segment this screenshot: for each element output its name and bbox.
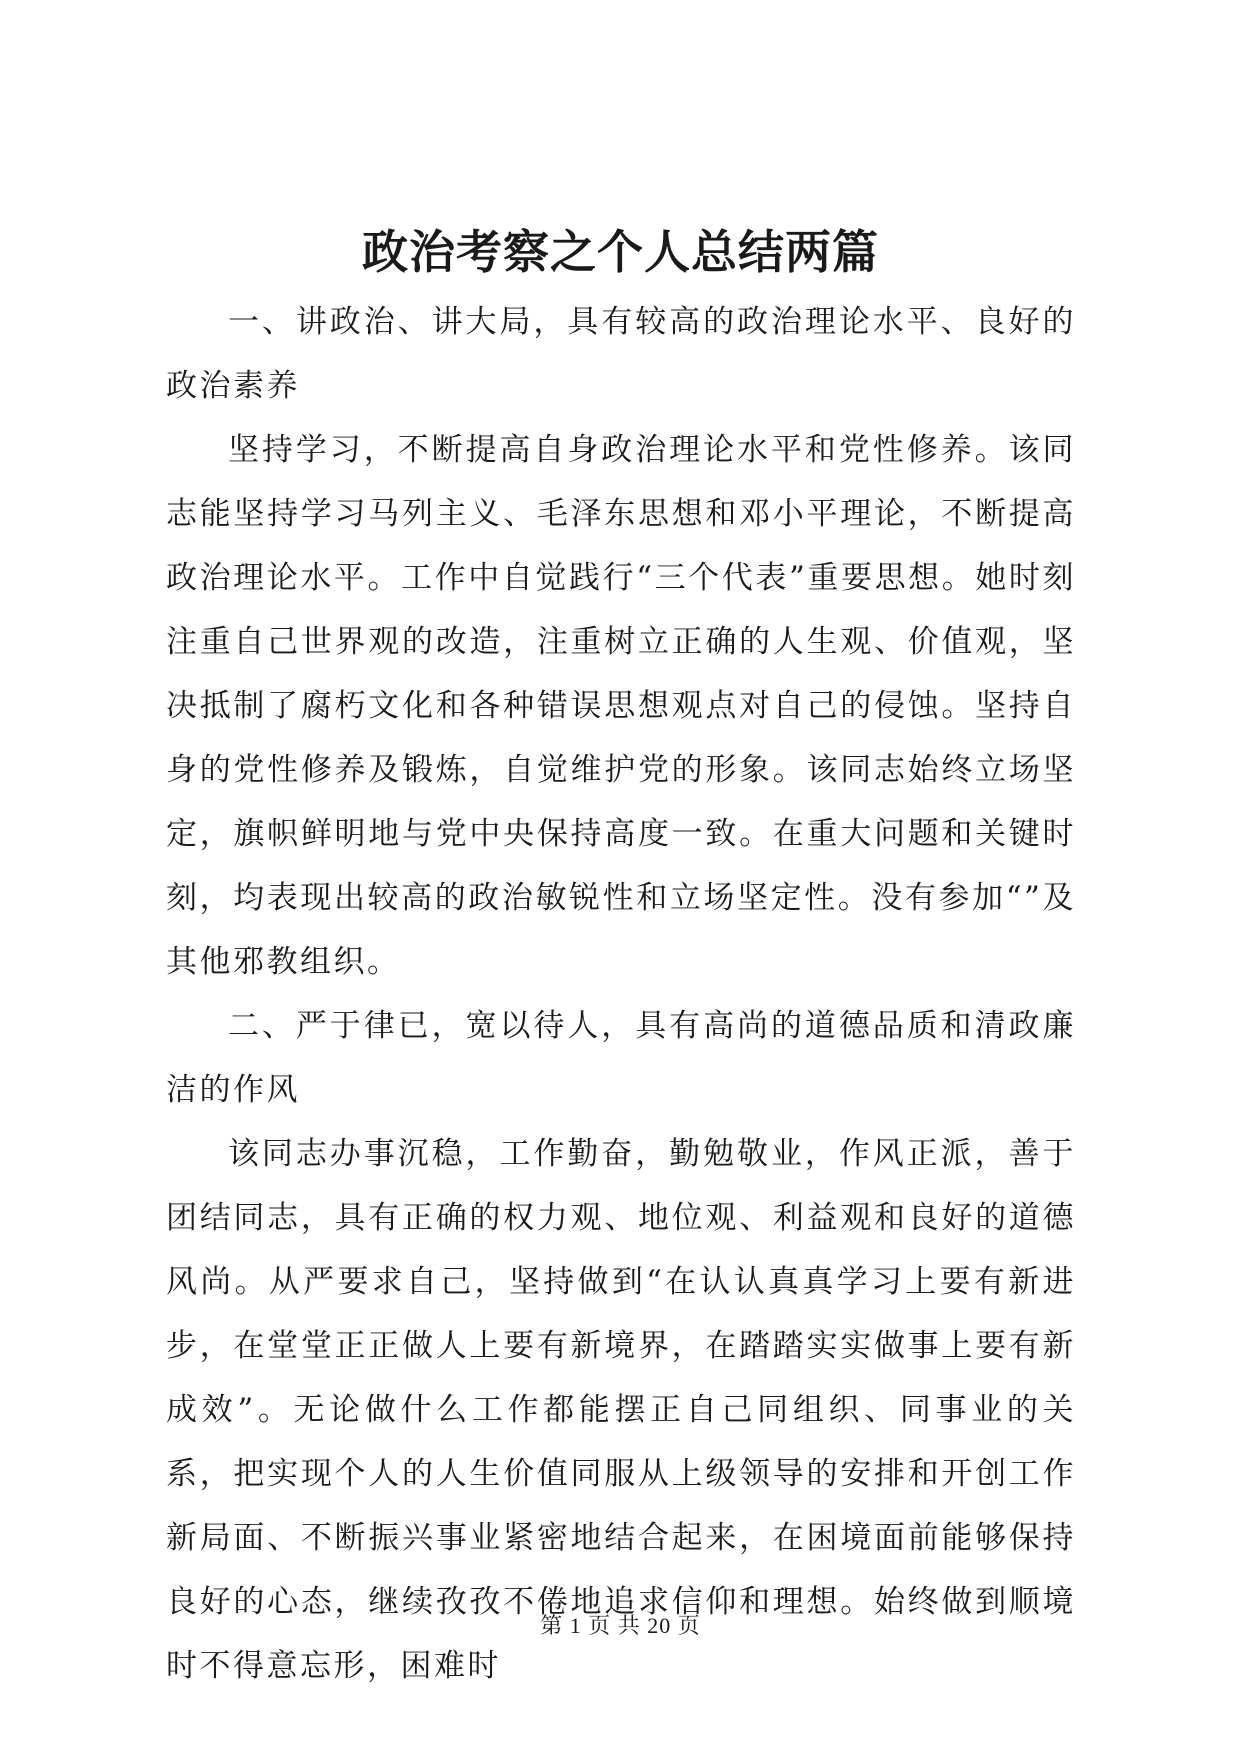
paragraph-1: 坚持学习，不断提高自身政治理论水平和党性修养。该同志能坚持学习马列主义、毛泽东思想和邓小平理论，不断提高政治理论水平。工作中自觉践行“三个代表”重要思想。她时刻注重自己世界观的改造，注重树立正确的人生观、价值观，坚决抵制了腐朽文化和各种错误思想观点对自己的侵蚀。坚持自身的党性修养及锻炼，自觉维护党的形象。该同志始终立场坚定，旗帜鲜明地与党中央保持高度一致。在重大问题和关键时刻，均表现出较高的政治敏锐性和立场坚定性。没有参加“”及其他邪教组织。 [166, 432, 1076, 980]
section-heading-2: 二、严于律已，宽以待人，具有高尚的道德品质和清政廉洁的作风 [166, 1008, 1076, 1108]
section-heading-1: 一、讲政治、讲大局，具有较高的政治理论水平、良好的政治素养 [166, 304, 1076, 404]
document-body [166, 290, 1076, 1698]
document-title: 政治考察之个人总结两篇 [362, 225, 879, 279]
page-number-footer: 第 1 页 共 20 页 [540, 1613, 701, 1638]
paragraph-2: 该同志办事沉稳，工作勤奋，勤勉敬业，作风正派，善于团结同志，具有正确的权力观、地位观、利益观和良好的道德风尚。从严要求自己，坚持做到“在认认真真学习上要有新进步，在堂堂正正做人上要有新境界，在踏踏实实做事上要有新成效”。无论做什么工作都能摆正自己同组织、同事业的关系，把实现个人的人生价值同服从上级领导的安排和开创工作新局面、不断振兴事业紧密地结合起来，在困境面前能够保持良好的心态，继续孜孜不倦地追求信仰和理想。始终做到顺境时不得意忘形，困难时 [166, 1136, 1076, 1684]
